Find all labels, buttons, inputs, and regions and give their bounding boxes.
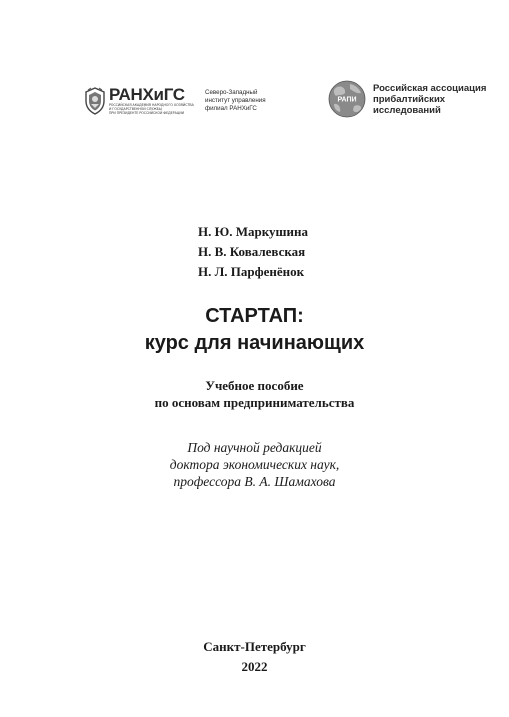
rapi-globe-label: РАПИ bbox=[337, 96, 357, 104]
subtitle-line: по основам предпринимательства bbox=[154, 395, 355, 410]
ranepa-small-line: РОССИЙСКАЯ АКАДЕМИЯ НАРОДНОГО ХОЗЯЙСТВА bbox=[109, 103, 194, 107]
ranepa-full-name bbox=[109, 103, 194, 116]
imprint-year: 2022 bbox=[241, 659, 268, 674]
imprint-city: Санкт-Петербург bbox=[203, 639, 306, 654]
book-title bbox=[0, 303, 509, 357]
author-name: Н. Л. Парфенёнок bbox=[198, 264, 305, 279]
ranepa-small-line: ПРИ ПРЕЗИДЕНТЕ РОССИЙСКОЙ ФЕДЕРАЦИИ bbox=[109, 110, 185, 115]
book-title-line: курс для начинающих bbox=[144, 332, 365, 354]
subtitle-line: Учебное пособие bbox=[205, 378, 304, 393]
imprint bbox=[0, 637, 509, 677]
ranepa-name: РАНХиГС bbox=[109, 85, 185, 104]
book-title-line: СТАРТАП: bbox=[205, 305, 304, 327]
author-name: Н. В. Ковалевская bbox=[198, 244, 306, 259]
rapi-line: исследований bbox=[373, 105, 441, 116]
szi-line: филиал РАНХиГС bbox=[205, 105, 257, 112]
ranepa-emblem-icon bbox=[84, 87, 106, 115]
rapi-line: прибалтийских bbox=[373, 94, 446, 105]
editor-line: Под научной редакцией bbox=[187, 440, 322, 455]
editor-line: доктора экономических наук, bbox=[169, 457, 340, 472]
ranepa-small-line: И ГОСУДАРСТВЕННОЙ СЛУЖБЫ bbox=[109, 106, 162, 111]
rapi-line: Российская ассоциация bbox=[373, 83, 487, 94]
szi-line: Северо-Западный bbox=[205, 89, 258, 96]
editor-line: профессора В. А. Шамахова bbox=[173, 474, 336, 489]
editor-credit bbox=[0, 439, 509, 490]
rapi-name bbox=[373, 83, 486, 116]
authors-list bbox=[198, 222, 308, 282]
szi-line: институт управления bbox=[205, 97, 266, 104]
szi-label bbox=[205, 89, 266, 113]
header-logos bbox=[0, 80, 509, 125]
author-name: Н. Ю. Маркушина bbox=[198, 224, 309, 239]
book-subtitle bbox=[0, 377, 509, 411]
rapi-globe-logo bbox=[328, 80, 366, 118]
